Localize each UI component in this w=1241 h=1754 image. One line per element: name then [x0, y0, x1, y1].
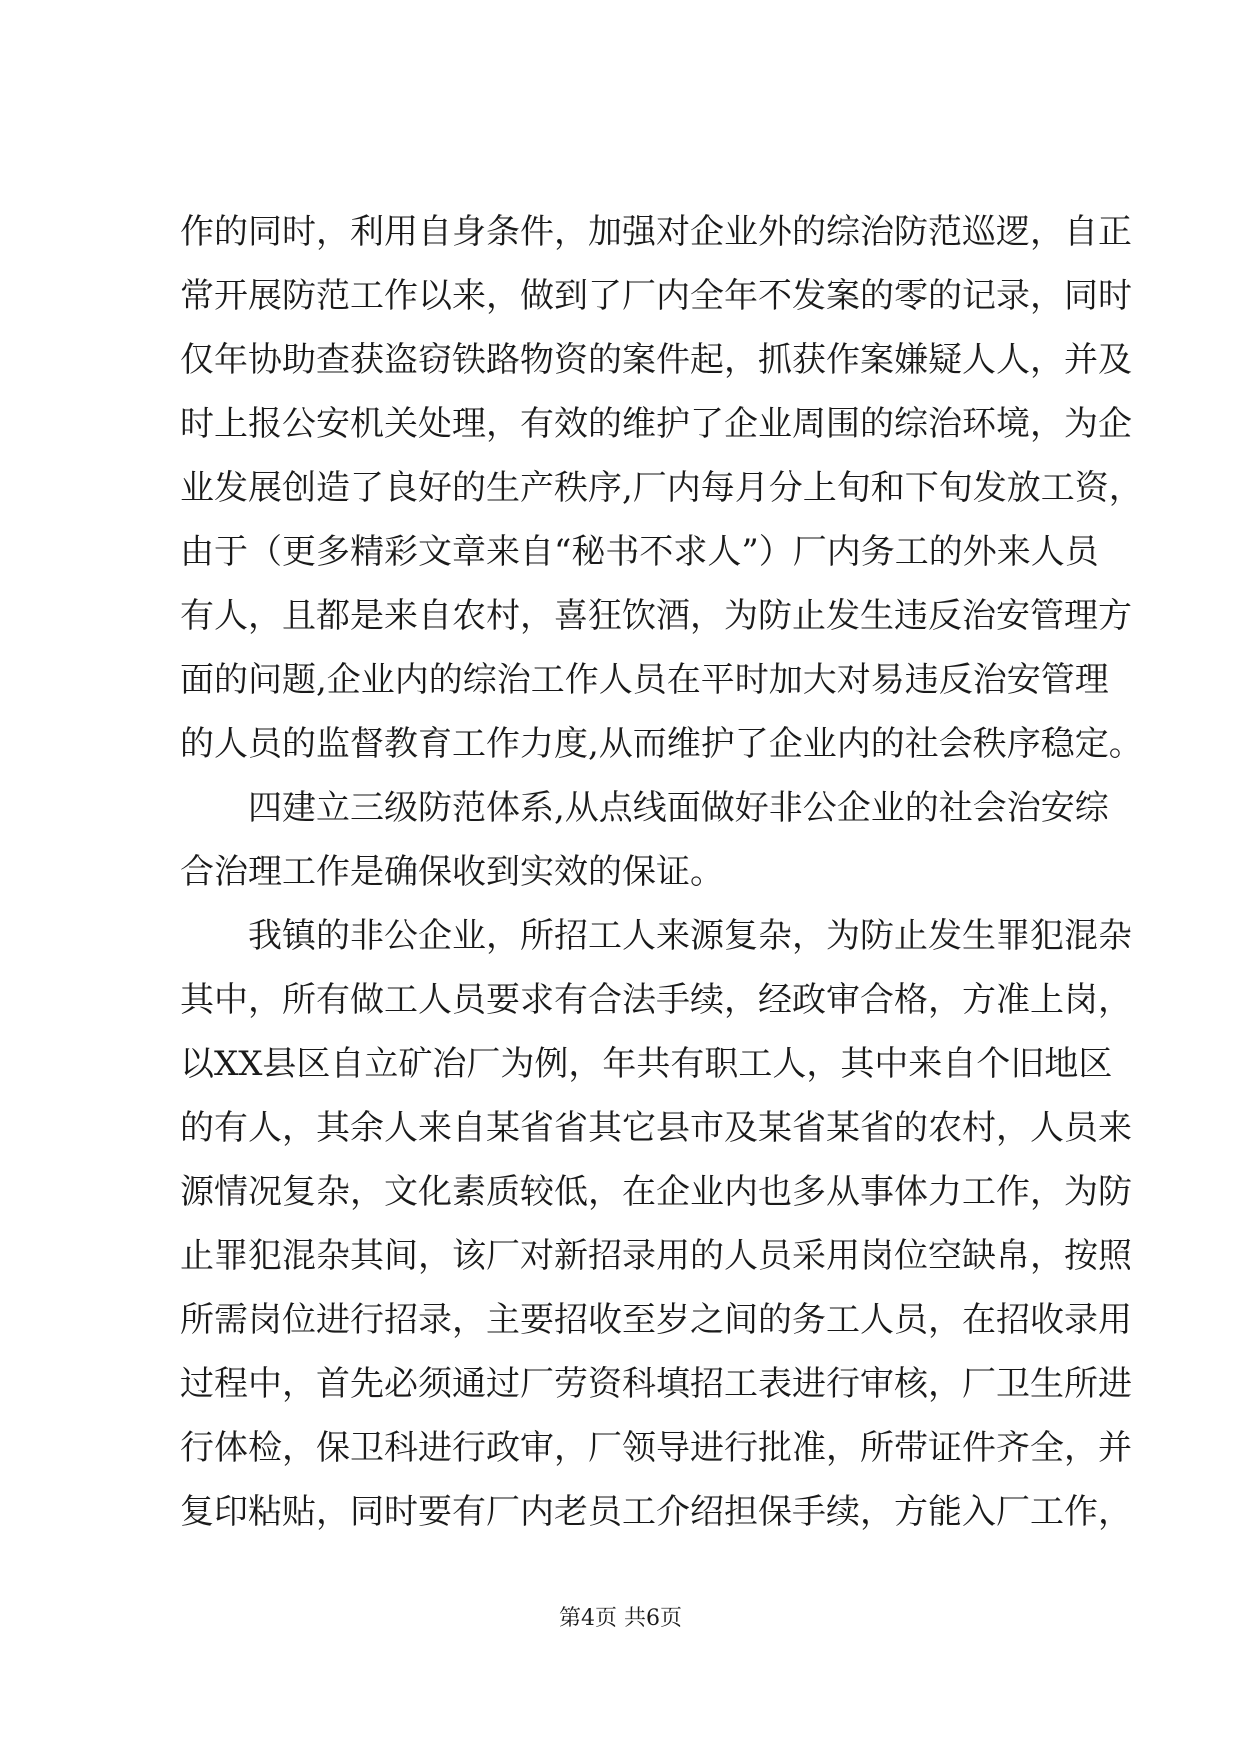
- text-line: 时上报公安机关处理，有效的维护了企业周围的综治环境，为企: [180, 404, 1132, 444]
- text-line: 业发展创造了良好的生产秩序,厂内每月分上旬和下旬发放工资，: [180, 468, 1143, 508]
- text-line: 以XX县区自立矿冶厂为例，年共有职工人，其中来自个旧地区: [180, 1044, 1113, 1084]
- text-line: 复印粘贴，同时要有厂内老员工介绍担保手续，方能入厂工作，: [180, 1492, 1132, 1532]
- text-line: 源情况复杂，文化素质较低，在企业内也多从事体力工作，为防: [180, 1172, 1132, 1212]
- text-line: 面的问题,企业内的综治工作人员在平时加大对易违反治安管理: [180, 660, 1109, 700]
- paragraph-1: [180, 200, 1143, 776]
- paragraph-3: [180, 904, 1132, 1544]
- text-line: 合治理工作是确保收到实效的保证。: [180, 852, 724, 892]
- text-line: 我镇的非公企业，所招工人来源复杂，为防止发生罪犯混杂: [248, 916, 1132, 956]
- text-line: 仅年协助查获盗窃铁路物资的案件起，抓获作案嫌疑人人，并及: [180, 340, 1132, 380]
- text-line: 四建立三级防范体系,从点线面做好非公企业的社会治安综: [248, 788, 1109, 828]
- text-line: 行体检，保卫科进行政审，厂领导进行批准，所带证件齐全，并: [180, 1428, 1132, 1468]
- body-text: [180, 200, 1143, 1544]
- page-number-footer: 第4页 共6页: [559, 1606, 682, 1631]
- text-line: 止罪犯混杂其间，该厂对新招录用的人员采用岗位空缺帛，按照: [180, 1236, 1132, 1276]
- text-line: 的有人，其余人来自某省省其它县市及某省某省的农村，人员来: [180, 1108, 1132, 1148]
- text-line: 过程中，首先必须通过厂劳资科填招工表进行审核，厂卫生所进: [180, 1364, 1132, 1404]
- text-line: 作的同时，利用自身条件，加强对企业外的综治防范巡逻，自正: [180, 212, 1132, 252]
- text-line: 的人员的监督教育工作力度,从而维护了企业内的社会秩序稳定。: [180, 724, 1143, 764]
- text-line: 有人，且都是来自农村，喜狂饮酒，为防止发生违反治安管理方: [180, 596, 1132, 636]
- text-line: 由于（更多精彩文章来自“秘书不求人”）厂内务工的外来人员: [180, 532, 1099, 572]
- text-line: 所需岗位进行招录，主要招收至岁之间的务工人员，在招收录用: [180, 1300, 1132, 1340]
- text-line: 常开展防范工作以来，做到了厂内全年不发案的零的记录，同时: [180, 276, 1132, 316]
- text-line: 其中，所有做工人员要求有合法手续，经政审合格，方准上岗，: [180, 980, 1132, 1020]
- paragraph-2: [180, 776, 1109, 904]
